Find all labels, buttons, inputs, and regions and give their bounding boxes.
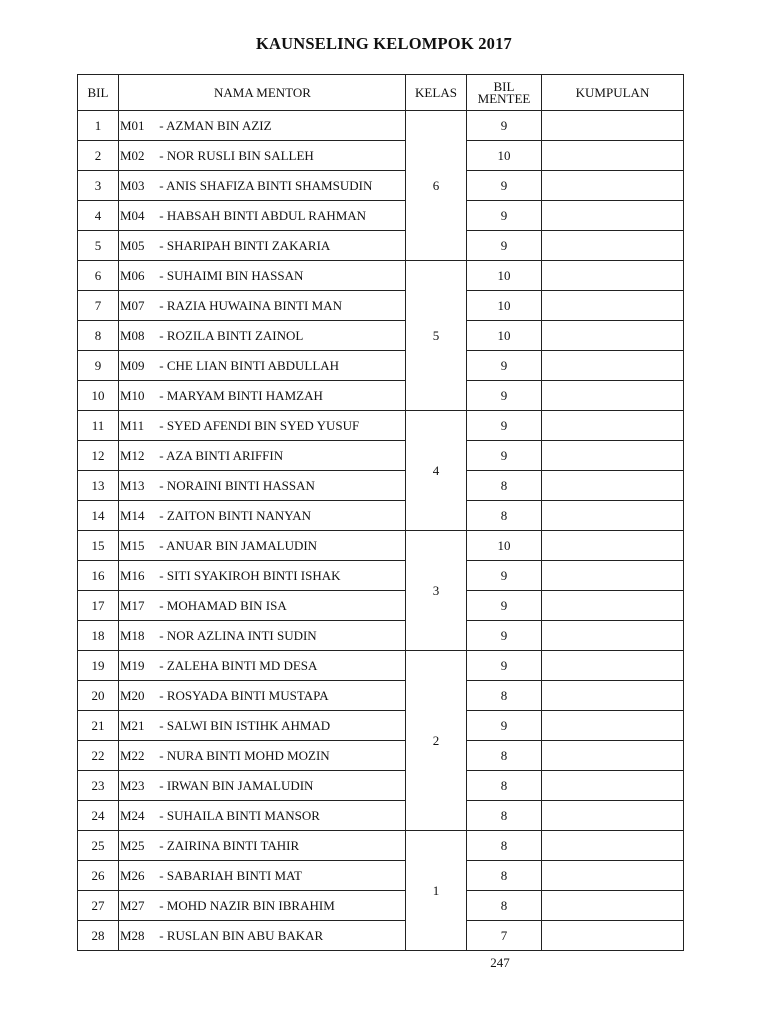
mentor-name: SITI SYAKIROH BINTI ISHAK (166, 567, 341, 583)
mentor-code: M21 (120, 717, 145, 733)
row-bil: 11 (78, 411, 119, 441)
header-nama-mentor: NAMA MENTOR (119, 75, 406, 111)
mentor-code: M24 (120, 807, 145, 823)
row-bil-mentee: 8 (467, 471, 542, 501)
row-mentor (119, 291, 406, 321)
mentor-code: M05 (120, 237, 145, 253)
header-kelas: KELAS (406, 75, 467, 111)
mentor-separator: - (156, 717, 167, 733)
row-kumpulan (542, 261, 684, 291)
mentor-code: M03 (120, 177, 145, 193)
mentor-separator: - (156, 897, 167, 913)
kelas-cell: 5 (406, 261, 467, 411)
mentor-separator: - (156, 327, 167, 343)
header-kumpulan: KUMPULAN (542, 75, 684, 111)
mentor-name: RAZIA HUWAINA BINTI MAN (166, 297, 342, 313)
row-bil-mentee: 9 (467, 111, 542, 141)
row-bil: 22 (78, 741, 119, 771)
row-bil: 23 (78, 771, 119, 801)
row-mentor (119, 411, 406, 441)
row-bil-mentee: 9 (467, 651, 542, 681)
mentor-separator: - (156, 807, 167, 823)
mentor-code: M22 (120, 747, 145, 763)
row-bil: 13 (78, 471, 119, 501)
table-row (78, 651, 684, 681)
row-bil: 28 (78, 921, 119, 951)
mentor-code: M17 (120, 597, 145, 613)
row-mentor (119, 861, 406, 891)
mentor-separator: - (156, 417, 167, 433)
mentor-name: AZA BINTI ARIFFIN (166, 447, 284, 463)
mentor-name: MOHAMAD BIN ISA (166, 597, 287, 613)
mentor-name: SYED AFENDI BIN SYED YUSUF (166, 417, 360, 433)
row-bil-mentee: 8 (467, 681, 542, 711)
table-row (78, 531, 684, 561)
mentor-separator: - (156, 867, 167, 883)
table-row (78, 861, 684, 891)
row-kumpulan (542, 471, 684, 501)
row-mentor (119, 591, 406, 621)
row-mentor (119, 531, 406, 561)
mentor-name: NOR AZLINA INTI SUDIN (166, 627, 317, 643)
mentor-code: M13 (120, 477, 145, 493)
mentor-separator: - (156, 567, 167, 583)
header-bil-mentee-line2: MENTEE (477, 90, 531, 106)
mentor-name: NURA BINTI MOHD MOZIN (166, 747, 330, 763)
row-bil-mentee: 9 (467, 711, 542, 741)
row-kumpulan (542, 321, 684, 351)
row-bil: 3 (78, 171, 119, 201)
mentor-separator: - (156, 357, 167, 373)
table-row (78, 771, 684, 801)
row-bil: 19 (78, 651, 119, 681)
row-bil-mentee: 8 (467, 501, 542, 531)
mentor-name: NOR RUSLI BIN SALLEH (166, 147, 314, 163)
mentor-separator: - (156, 297, 167, 313)
table-row (78, 411, 684, 441)
row-bil: 20 (78, 681, 119, 711)
table-row (78, 711, 684, 741)
row-bil-mentee: 8 (467, 801, 542, 831)
mentor-separator: - (156, 537, 167, 553)
row-mentor (119, 771, 406, 801)
row-bil-mentee: 8 (467, 891, 542, 921)
mentor-name: ZALEHA BINTI MD DESA (166, 657, 318, 673)
row-bil-mentee: 9 (467, 381, 542, 411)
table-row (78, 201, 684, 231)
row-bil-mentee: 9 (467, 621, 542, 651)
row-kumpulan (542, 801, 684, 831)
mentor-name: AZMAN BIN AZIZ (166, 117, 272, 133)
header-bil-mentee (467, 75, 542, 111)
row-bil-mentee: 7 (467, 921, 542, 951)
row-bil-mentee: 9 (467, 201, 542, 231)
mentor-code: M12 (120, 447, 145, 463)
table-row (78, 801, 684, 831)
row-bil: 10 (78, 381, 119, 411)
table-body (78, 111, 684, 951)
row-bil-mentee: 9 (467, 171, 542, 201)
row-kumpulan (542, 711, 684, 741)
mentor-code: M10 (120, 387, 145, 403)
table-row (78, 681, 684, 711)
row-bil: 6 (78, 261, 119, 291)
kelas-cell: 2 (406, 651, 467, 831)
table-row (78, 891, 684, 921)
mentor-separator: - (156, 237, 167, 253)
row-kumpulan (542, 201, 684, 231)
row-kumpulan (542, 381, 684, 411)
row-bil-mentee: 8 (467, 831, 542, 861)
row-mentor (119, 681, 406, 711)
mentor-name: MOHD NAZIR BIN IBRAHIM (166, 897, 335, 913)
row-bil: 1 (78, 111, 119, 141)
mentor-code: M16 (120, 567, 145, 583)
mentor-separator: - (156, 657, 167, 673)
row-bil: 8 (78, 321, 119, 351)
row-kumpulan (542, 741, 684, 771)
mentor-name: SUHAILA BINTI MANSOR (166, 807, 320, 823)
mentor-separator: - (156, 447, 167, 463)
mentor-name: RUSLAN BIN ABU BAKAR (166, 927, 324, 943)
mentor-separator: - (156, 477, 167, 493)
row-bil: 2 (78, 141, 119, 171)
mentor-name: SALWI BIN ISTIHK AHMAD (166, 717, 331, 733)
row-bil: 27 (78, 891, 119, 921)
row-mentor (119, 801, 406, 831)
row-bil-mentee: 10 (467, 321, 542, 351)
mentor-code: M06 (120, 267, 145, 283)
row-kumpulan (542, 621, 684, 651)
table-row (78, 561, 684, 591)
row-bil-mentee: 8 (467, 861, 542, 891)
row-bil: 18 (78, 621, 119, 651)
table-row (78, 111, 684, 141)
row-mentor (119, 141, 406, 171)
row-kumpulan (542, 531, 684, 561)
mentor-code: M20 (120, 687, 145, 703)
row-mentor (119, 561, 406, 591)
row-kumpulan (542, 831, 684, 861)
row-bil: 9 (78, 351, 119, 381)
row-mentor (119, 651, 406, 681)
table-row (78, 381, 684, 411)
row-mentor (119, 831, 406, 861)
row-bil: 7 (78, 291, 119, 321)
page-number: 247 (490, 955, 510, 970)
row-kumpulan (542, 501, 684, 531)
mentor-code: M18 (120, 627, 145, 643)
mentor-code: M27 (120, 897, 145, 913)
row-mentor (119, 741, 406, 771)
row-bil: 26 (78, 861, 119, 891)
mentor-separator: - (156, 627, 167, 643)
mentor-name: ZAITON BINTI NANYAN (166, 507, 312, 523)
mentor-separator: - (156, 927, 167, 943)
table-row (78, 831, 684, 861)
mentor-code: M04 (120, 207, 145, 223)
row-mentor (119, 471, 406, 501)
mentor-name: CHE LIAN BINTI ABDULLAH (166, 357, 340, 373)
row-bil-mentee: 9 (467, 591, 542, 621)
mentor-code: M07 (120, 297, 145, 313)
row-kumpulan (542, 141, 684, 171)
mentor-code: M01 (120, 117, 145, 133)
mentor-separator: - (156, 507, 167, 523)
mentor-code: M15 (120, 537, 145, 553)
row-bil: 14 (78, 501, 119, 531)
mentor-separator: - (156, 837, 167, 853)
mentor-separator: - (156, 207, 167, 223)
row-kumpulan (542, 171, 684, 201)
row-bil-mentee: 10 (467, 141, 542, 171)
mentor-table (77, 74, 684, 951)
mentor-code: M26 (120, 867, 145, 883)
row-bil-mentee: 10 (467, 261, 542, 291)
mentor-name: ZAIRINA BINTI TAHIR (166, 837, 300, 853)
row-bil: 16 (78, 561, 119, 591)
table-row (78, 351, 684, 381)
mentor-code: M02 (120, 147, 145, 163)
mentor-separator: - (156, 687, 167, 703)
table-row (78, 621, 684, 651)
row-mentor (119, 501, 406, 531)
table-row (78, 471, 684, 501)
row-bil-mentee: 9 (467, 231, 542, 261)
row-bil-mentee: 9 (467, 351, 542, 381)
row-kumpulan (542, 861, 684, 891)
kelas-cell: 3 (406, 531, 467, 651)
row-kumpulan (542, 771, 684, 801)
table-row (78, 231, 684, 261)
table-row (78, 141, 684, 171)
mentor-code: M09 (120, 357, 145, 373)
table-row (78, 171, 684, 201)
table-row (78, 741, 684, 771)
row-mentor (119, 201, 406, 231)
header-bil-mentee-line1: BIL (493, 78, 515, 94)
row-kumpulan (542, 351, 684, 381)
row-mentor (119, 621, 406, 651)
mentor-name: SUHAIMI BIN HASSAN (166, 267, 304, 283)
mentor-name: MARYAM BINTI HAMZAH (166, 387, 323, 403)
row-bil: 17 (78, 591, 119, 621)
row-bil-mentee: 8 (467, 771, 542, 801)
table-row (78, 291, 684, 321)
row-bil: 12 (78, 441, 119, 471)
mentor-separator: - (156, 147, 167, 163)
row-bil-mentee: 9 (467, 411, 542, 441)
row-mentor (119, 111, 406, 141)
row-mentor (119, 261, 406, 291)
row-bil: 5 (78, 231, 119, 261)
row-bil: 25 (78, 831, 119, 861)
mentor-name: ROSYADA BINTI MUSTAPA (166, 687, 329, 703)
row-mentor (119, 441, 406, 471)
mentor-name: SHARIPAH BINTI ZAKARIA (166, 237, 331, 253)
row-bil: 4 (78, 201, 119, 231)
mentor-separator: - (156, 777, 167, 793)
row-bil-mentee: 9 (467, 561, 542, 591)
row-mentor (119, 351, 406, 381)
mentor-separator: - (156, 267, 167, 283)
row-mentor (119, 321, 406, 351)
row-bil-mentee: 10 (467, 291, 542, 321)
mentor-name: ANUAR BIN JAMALUDIN (166, 537, 318, 553)
row-mentor (119, 381, 406, 411)
table-row (78, 591, 684, 621)
mentor-code: M28 (120, 927, 145, 943)
table-row (78, 321, 684, 351)
mentor-name: NORAINI BINTI HASSAN (166, 477, 315, 493)
mentor-code: M11 (120, 417, 145, 433)
kelas-cell: 4 (406, 411, 467, 531)
mentor-name: ROZILA BINTI ZAINOL (166, 327, 304, 343)
mentor-separator: - (156, 117, 167, 133)
table-row (78, 501, 684, 531)
mentor-name: IRWAN BIN JAMALUDIN (166, 777, 314, 793)
row-kumpulan (542, 921, 684, 951)
row-mentor (119, 711, 406, 741)
table-row (78, 441, 684, 471)
row-kumpulan (542, 441, 684, 471)
row-bil: 21 (78, 711, 119, 741)
mentor-code: M14 (120, 507, 145, 523)
row-mentor (119, 171, 406, 201)
row-bil-mentee: 9 (467, 441, 542, 471)
row-kumpulan (542, 291, 684, 321)
mentor-code: M19 (120, 657, 145, 673)
row-kumpulan (542, 591, 684, 621)
mentor-code: M25 (120, 837, 145, 853)
row-kumpulan (542, 651, 684, 681)
table-row (78, 261, 684, 291)
mentor-name: ANIS SHAFIZA BINTI SHAMSUDIN (166, 177, 373, 193)
row-mentor (119, 891, 406, 921)
mentor-code: M23 (120, 777, 145, 793)
document-title: KAUNSELING KELOMPOK 2017 (256, 34, 512, 53)
row-kumpulan (542, 891, 684, 921)
row-kumpulan (542, 411, 684, 441)
mentor-separator: - (156, 597, 167, 613)
kelas-cell: 6 (406, 111, 467, 261)
row-bil-mentee: 10 (467, 531, 542, 561)
mentor-separator: - (156, 387, 167, 403)
table-header-row (78, 75, 684, 111)
table-row (78, 921, 684, 951)
mentor-separator: - (156, 747, 167, 763)
row-kumpulan (542, 561, 684, 591)
row-mentor (119, 921, 406, 951)
row-kumpulan (542, 681, 684, 711)
row-kumpulan (542, 111, 684, 141)
mentor-separator: - (156, 177, 167, 193)
row-bil: 24 (78, 801, 119, 831)
row-kumpulan (542, 231, 684, 261)
row-bil-mentee: 8 (467, 741, 542, 771)
mentor-name: SABARIAH BINTI MAT (166, 867, 302, 883)
mentor-name: HABSAH BINTI ABDUL RAHMAN (166, 207, 367, 223)
row-mentor (119, 231, 406, 261)
mentor-code: M08 (120, 327, 145, 343)
header-bil: BIL (78, 75, 119, 111)
kelas-cell: 1 (406, 831, 467, 951)
row-bil: 15 (78, 531, 119, 561)
